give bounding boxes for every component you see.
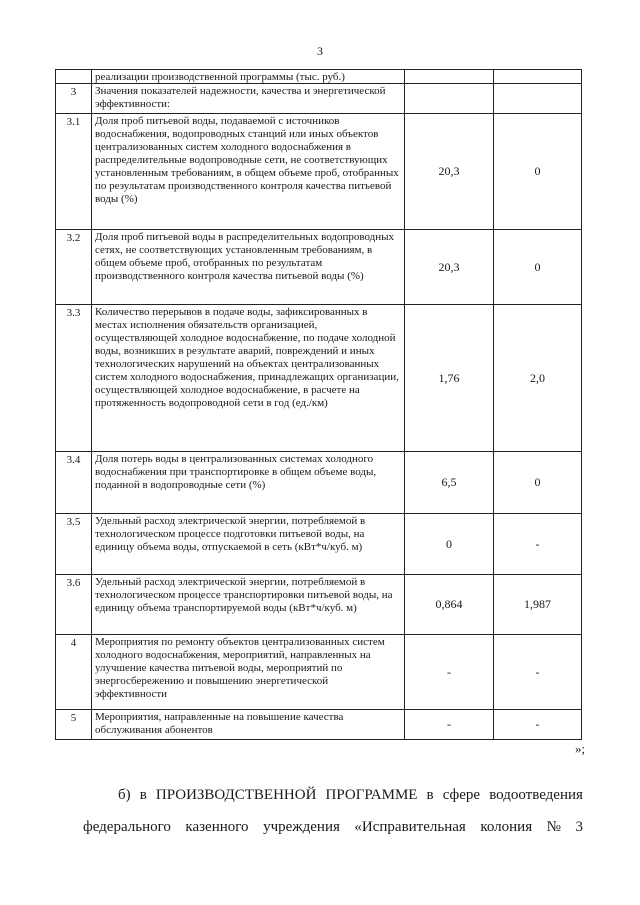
indicator-description: реализации производственной программы (тыс. руб.) [92, 70, 405, 83]
table-row [55, 514, 582, 575]
value-actual: 0 [534, 475, 541, 489]
table-row [55, 710, 582, 740]
row-number: 3.1 [56, 114, 92, 229]
row-number: 4 [56, 635, 92, 709]
row-number: 3.5 [56, 514, 92, 574]
indicator-description: Доля проб питьевой воды в распределительных водопроводных сетях, не соответствующих установленным требованиям, в общем объеме проб, отобранных по результатам производственного контроля качества питьевой воды (%) [92, 230, 405, 304]
row-number: 3.6 [56, 575, 92, 634]
paragraph-word: учреждения [263, 819, 340, 835]
value-actual [494, 70, 581, 83]
indicator-description: Доля проб питьевой воды, подаваемой с источников водоснабжения, водопроводных станций или иных объектов централизованных систем холодного водоснабжения в распределительные водопроводные сети, не соответствующих установленным требованиям, в общем объеме проб, отобранных по результатам производственного контроля качества питьевой воды (%) [92, 114, 405, 229]
value-planned [405, 70, 494, 83]
value-actual: - [535, 664, 540, 679]
paragraph-word: 3 [575, 819, 583, 835]
paragraph-word: в [426, 787, 434, 803]
value-planned [405, 84, 494, 113]
table-row [55, 230, 582, 305]
paragraph-word: № [546, 819, 561, 835]
table-row [55, 69, 582, 84]
closing-quote: »; [575, 741, 586, 756]
value-actual: 0 [534, 164, 541, 178]
row-number: 3.2 [56, 230, 92, 304]
value-actual: 0 [534, 259, 541, 274]
value-actual [494, 84, 581, 113]
paragraph-word: ПРОИЗВОДСТВЕННОЙ [155, 787, 317, 803]
paragraph-word: ПРОГРАММЕ [325, 787, 418, 803]
table-row [55, 305, 582, 452]
value-actual: 1,987 [524, 597, 551, 611]
indicator-description: Доля потерь воды в централизованных системах холодного водоснабжения при транспортировке в общем объеме воды, поданной в водопроводные сети (%) [92, 452, 405, 513]
indicator-description: Мероприятия по ремонту объектов централизованных систем холодного водоснабжения, мероприятий, направленных на улучшение качества питьевой воды, мероприятий по энергосбережению и повышению энергетической эффективности [92, 635, 405, 709]
indicator-description: Удельный расход электрической энергии, потребляемой в технологическом процессе подготовки питьевой воды, на единицу объема воды, отпускаемой в сеть (кВт*ч/куб. м) [92, 514, 405, 574]
value-actual: - [535, 717, 540, 731]
table-row [55, 452, 582, 514]
table-row [55, 635, 582, 710]
value-planned: - [405, 635, 494, 709]
row-number: 3.4 [56, 452, 92, 513]
indicator-description: Значения показателей надежности, качества и энергетической эффективности: [92, 84, 405, 113]
value-actual: 2,0 [530, 370, 545, 385]
row-number: 3 [56, 84, 92, 113]
row-number: 5 [56, 710, 92, 739]
value-actual: - [535, 536, 540, 551]
indicator-description: Удельный расход электрической энергии, потребляемой в технологическом процессе транспортировки питьевой воды, на единицу объема транспортируемой воды (кВт*ч/куб. м) [92, 575, 405, 634]
value-planned: - [405, 710, 494, 739]
table-row [55, 84, 582, 114]
paragraph-word: казенного [185, 819, 249, 835]
paragraph-line-1 [118, 785, 583, 805]
value-planned: 0 [405, 514, 494, 574]
value-planned: 6,5 [405, 452, 494, 513]
value-planned: 1,76 [405, 305, 494, 451]
paragraph-word: «Исправительная [354, 819, 466, 835]
indicators-table [55, 69, 582, 740]
table-row [55, 114, 582, 230]
table-row [55, 575, 582, 635]
paragraph-line-2 [83, 817, 583, 837]
indicator-description: Количество перерывов в подаче воды, зафиксированных в местах исполнения обязательств организацией, осуществляющей холодное водоснабжение, по подаче холодной воды, возникших в результате аварий, повреждений и иных технологических нарушений на объектах централизованных систем холодного водоснабжения, принадлежащих организации, осуществляющей холодное водоснабжение, в расчете на протяженность водопроводной сети в год (ед./км) [92, 305, 405, 451]
paragraph-word: водоотведения [489, 787, 583, 803]
value-planned: 0,864 [405, 575, 494, 634]
paragraph-word: в [139, 787, 147, 803]
paragraph-word: колония [480, 819, 533, 835]
value-planned: 20,3 [405, 230, 494, 304]
paragraph-word: б) [118, 787, 131, 803]
row-number [56, 70, 92, 83]
paragraph-word: федерального [83, 819, 171, 835]
row-number: 3.3 [56, 305, 92, 451]
value-planned: 20,3 [405, 114, 494, 229]
page-number: 3 [317, 44, 323, 58]
paragraph-word: сфере [442, 787, 481, 803]
indicator-description: Мероприятия, направленные на повышение качества обслуживания абонентов [92, 710, 405, 739]
